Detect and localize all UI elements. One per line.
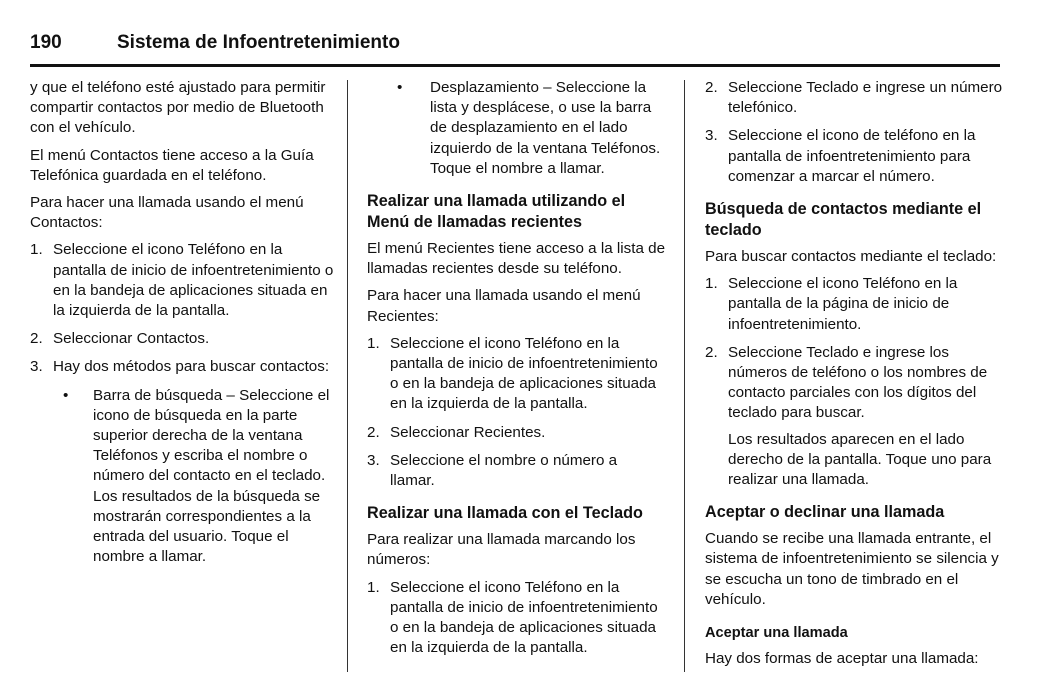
step-number: 2. — [705, 343, 718, 361]
step-text: Hay dos métodos para buscar contactos: — [53, 358, 330, 376]
paragraph-incoming-call: Cuando se recibe una llamada entrante, el sistema de infoentretenimiento se silencia y se escucha un tono de timbrado en el vehículo. — [705, 530, 999, 608]
column-2 — [367, 78, 665, 666]
step-text: Seleccione el icono Teléfono en la pantalla de inicio de infoentretenimiento o en la bandeja de aplicaciones situada en la izquierda de la pantalla. — [53, 241, 334, 320]
section-title: Sistema de Infoentretenimiento — [117, 32, 400, 53]
step-text: Seleccione el icono Teléfono en la pantalla de inicio de infoentretenimiento o en la bandeja de aplicaciones situada en la izquierda de la pantalla. — [390, 578, 658, 657]
paragraph-recent-intro: Para hacer una llamada usando el menú Recientes: — [367, 287, 641, 325]
paragraph-search-intro: Para buscar contactos mediante el teclado: — [705, 248, 997, 266]
bullet-item — [53, 386, 334, 568]
column-3 — [705, 78, 1003, 676]
list-item — [30, 329, 334, 349]
step-number: 2. — [367, 423, 380, 441]
step-text: Seleccionar Contactos. — [53, 330, 210, 348]
step-number: 2. — [30, 330, 43, 348]
paragraph-recent-menu: El menú Recientes tiene acceso a la lista de llamadas recientes desde su teléfono. — [367, 240, 666, 278]
bullet-icon: • — [397, 79, 403, 96]
list-item — [30, 240, 334, 321]
keypad-steps-list — [367, 578, 665, 659]
step-number: 1. — [367, 334, 380, 352]
bullet-item — [367, 78, 665, 179]
list-item — [705, 78, 1003, 118]
step-text: Seleccione Teclado e ingrese los números de teléfono o los nombres de contacto parciales con los dígitos del teclado para buscar. — [728, 343, 988, 422]
heading-accept-decline: Aceptar o declinar una llamada — [705, 503, 945, 522]
page-header — [30, 30, 1000, 67]
list-item — [367, 334, 665, 415]
list-item — [30, 357, 334, 567]
list-item — [705, 274, 1003, 335]
paragraph-keypad-intro: Para realizar una llamada marcando los números: — [367, 531, 636, 569]
list-item — [705, 126, 1003, 187]
step-number: 1. — [30, 241, 43, 259]
paragraph-contacts-menu: El menú Contactos tiene acceso a la Guía Telefónica guardada en el teléfono. — [30, 146, 314, 184]
step-number: 3. — [705, 127, 718, 145]
step-subtext: Los resultados aparecen en el lado derecho de la pantalla. Toque uno para realizar una llamada. — [728, 430, 992, 489]
subheading-accept-call: Aceptar una llamada — [705, 625, 848, 642]
step-text: Seleccione el icono Teléfono en la pantalla de la página de inicio de infoentretenimiento. — [728, 275, 958, 333]
list-item — [367, 423, 665, 443]
step-number: 1. — [367, 578, 380, 596]
step-text: Seleccionar Recientes. — [390, 423, 546, 441]
heading-recent-calls: Realizar una llamada utilizando el Menú de llamadas recientes — [367, 192, 626, 232]
step-text: Seleccione el nombre o número a llamar. — [390, 451, 618, 490]
list-item — [367, 578, 665, 659]
bullet-icon: • — [63, 386, 69, 404]
heading-keypad-call: Realizar una llamada con el Teclado — [367, 504, 643, 523]
keypad-steps-list-cont — [705, 78, 1003, 187]
column-1 — [30, 78, 334, 575]
step-number: 3. — [30, 358, 43, 376]
column-divider-1 — [347, 80, 348, 672]
search-methods-list — [53, 386, 334, 568]
step-text: Seleccione Teclado e ingrese un número telefónico. — [728, 79, 1003, 117]
contacts-steps-list — [30, 240, 334, 567]
heading-keypad-search: Búsqueda de contactos mediante el teclado — [705, 200, 982, 240]
step-text: Seleccione el icono de teléfono en la pantalla de infoentretenimiento para comenzar a marcar el número. — [728, 127, 976, 185]
paragraph-contacts-intro: Para hacer una llamada usando el menú Contactos: — [30, 194, 304, 232]
step-number: 1. — [705, 275, 718, 293]
bullet-text: Desplazamiento – Seleccione la lista y desplácese, o use la barra de desplazamiento en el lado izquierdo de la ventana Teléfonos. Toque el nombre a llamar. — [430, 79, 661, 177]
page-number: 190 — [30, 32, 62, 53]
step-text: Seleccione el icono Teléfono en la pantalla de inicio de infoentretenimiento o en la bandeja de aplicaciones situada en la izquierda de la pantalla. — [390, 334, 658, 413]
step-number: 3. — [367, 451, 380, 469]
paragraph-bluetooth: y que el teléfono esté ajustado para permitir compartir contactos por medio de Bluetooth con el vehículo. — [30, 79, 326, 137]
step-number: 2. — [705, 79, 718, 96]
search-steps-list — [705, 274, 1003, 490]
list-item — [705, 343, 1003, 490]
recent-steps-list — [367, 334, 665, 491]
paragraph-accept-methods: Hay dos formas de aceptar una llamada: — [705, 650, 979, 668]
list-item — [367, 451, 665, 491]
bullet-text: Barra de búsqueda – Seleccione el icono de búsqueda en la parte superior derecha de la ventana Teléfonos y escriba el nombre o número del contacto en el teclado. Los resultados de la búsqueda se mostrarán correspondientes a la entrada del usuario. Toque el nombre a llamar. — [93, 386, 330, 566]
column-divider-2 — [684, 80, 685, 672]
search-methods-list-cont — [367, 78, 665, 179]
